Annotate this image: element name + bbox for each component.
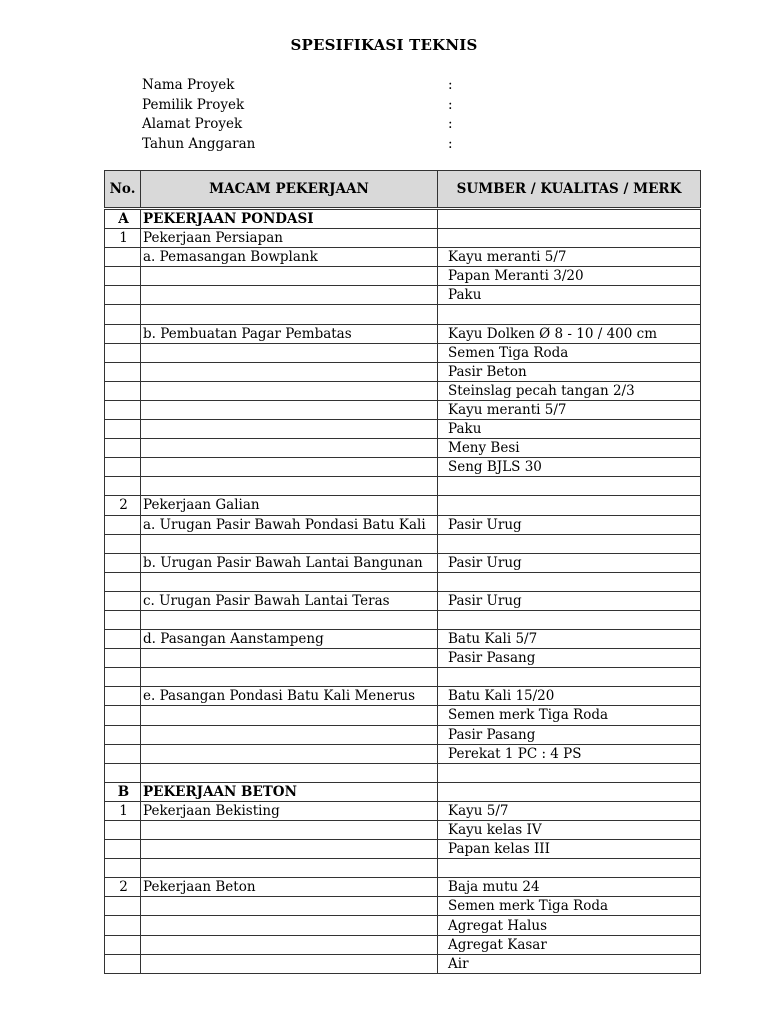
- cell-source: Kayu kelas IV: [438, 821, 701, 840]
- cell-no: [105, 954, 141, 973]
- cell-source: Pasir Urug: [438, 515, 701, 534]
- info-colon: :: [448, 116, 453, 132]
- cell-source: [438, 534, 701, 553]
- cell-work-type: a. Pemasangan Bowplank: [141, 248, 438, 267]
- table-row: [105, 878, 701, 897]
- cell-source: [438, 610, 701, 629]
- cell-source: Kayu 5/7: [438, 801, 701, 820]
- cell-work-type: [141, 840, 438, 859]
- table-row: [105, 591, 701, 610]
- table-row: [105, 630, 701, 649]
- info-row-project-owner: [142, 96, 482, 116]
- cell-work-type: [141, 400, 438, 419]
- table-row: [105, 859, 701, 878]
- table-row: [105, 649, 701, 668]
- cell-no: [105, 668, 141, 687]
- info-colon: :: [448, 77, 453, 93]
- cell-source: Semen merk Tiga Roda: [438, 706, 701, 725]
- cell-work-type: [141, 935, 438, 954]
- table-row: [105, 897, 701, 916]
- cell-source: Semen Tiga Roda: [438, 343, 701, 362]
- cell-no: [105, 458, 141, 477]
- cell-work-type: [141, 267, 438, 286]
- cell-no: [105, 362, 141, 381]
- info-colon: :: [448, 96, 453, 113]
- table-row: [105, 209, 701, 229]
- cell-no: [105, 610, 141, 629]
- cell-work-type: a. Urugan Pasir Bawah Pondasi Batu Kali: [141, 515, 438, 534]
- cell-source: [438, 763, 701, 782]
- table-row: [105, 935, 701, 954]
- cell-source: Pasir Pasang: [438, 649, 701, 668]
- cell-work-type: Pekerjaan Beton: [141, 878, 438, 897]
- cell-work-type: d. Pasangan Aanstampeng: [141, 630, 438, 649]
- table-row: [105, 610, 701, 629]
- cell-work-type: [141, 897, 438, 916]
- cell-source: Papan Meranti 3/20: [438, 267, 701, 286]
- cell-source: [438, 859, 701, 878]
- table-row: [105, 343, 701, 362]
- header-source-quality-brand: SUMBER / KUALITAS / MERK: [438, 171, 701, 209]
- cell-no: [105, 916, 141, 935]
- cell-source: Agregat Halus: [438, 916, 701, 935]
- cell-no: [105, 477, 141, 496]
- cell-no: [105, 400, 141, 419]
- cell-work-type: [141, 916, 438, 935]
- cell-no: [105, 553, 141, 572]
- info-label: Tahun Anggaran: [142, 135, 256, 152]
- table-row: [105, 706, 701, 725]
- cell-source: [438, 229, 701, 248]
- table-row: [105, 668, 701, 687]
- cell-source: Semen merk Tiga Roda: [438, 897, 701, 916]
- table-row: [105, 324, 701, 343]
- cell-source: Seng BJLS 30: [438, 458, 701, 477]
- cell-work-type: [141, 286, 438, 305]
- cell-no: [105, 687, 141, 706]
- cell-no: [105, 630, 141, 649]
- table-row: [105, 840, 701, 859]
- cell-no: [105, 248, 141, 267]
- header-no: No.: [105, 171, 141, 209]
- cell-no: [105, 305, 141, 324]
- cell-work-type: [141, 668, 438, 687]
- cell-no: [105, 420, 141, 439]
- cell-no: [105, 744, 141, 763]
- table-row: [105, 744, 701, 763]
- table-row: [105, 229, 701, 248]
- cell-no: [105, 706, 141, 725]
- cell-work-type: PEKERJAAN PONDASI: [141, 209, 438, 229]
- table-row: [105, 954, 701, 973]
- table-row: [105, 362, 701, 381]
- table-row: [105, 763, 701, 782]
- cell-work-type: Pekerjaan Bekisting: [141, 801, 438, 820]
- cell-no: [105, 840, 141, 859]
- cell-no: [105, 343, 141, 362]
- cell-no: [105, 324, 141, 343]
- spec-table: [104, 170, 701, 974]
- cell-work-type: b. Pembuatan Pagar Pembatas: [141, 324, 438, 343]
- cell-no: [105, 935, 141, 954]
- cell-source: [438, 305, 701, 324]
- table-row: [105, 821, 701, 840]
- cell-source: Pasir Beton: [438, 362, 701, 381]
- table-row: [105, 439, 701, 458]
- cell-no: [105, 859, 141, 878]
- cell-source: Pasir Urug: [438, 591, 701, 610]
- cell-no: A: [105, 209, 141, 229]
- table-row: [105, 400, 701, 419]
- cell-work-type: [141, 420, 438, 439]
- cell-work-type: [141, 343, 438, 362]
- cell-source: Kayu meranti 5/7: [438, 400, 701, 419]
- cell-source: Meny Besi: [438, 439, 701, 458]
- cell-no: [105, 439, 141, 458]
- cell-source: Paku: [438, 420, 701, 439]
- table-row: [105, 553, 701, 572]
- cell-no: 1: [105, 801, 141, 820]
- cell-work-type: [141, 458, 438, 477]
- table-row: [105, 687, 701, 706]
- cell-source: [438, 209, 701, 229]
- cell-source: Perekat 1 PC : 4 PS: [438, 744, 701, 763]
- table-row: [105, 477, 701, 496]
- cell-no: 1: [105, 229, 141, 248]
- table-row: [105, 420, 701, 439]
- cell-work-type: [141, 763, 438, 782]
- cell-no: [105, 763, 141, 782]
- table-row: [105, 572, 701, 591]
- cell-source: [438, 782, 701, 801]
- table-body: [105, 209, 701, 974]
- cell-source: Air: [438, 954, 701, 973]
- table-row: [105, 725, 701, 744]
- cell-source: Steinslag pecah tangan 2/3: [438, 381, 701, 400]
- table-row: [105, 286, 701, 305]
- cell-work-type: [141, 305, 438, 324]
- cell-source: Pasir Pasang: [438, 725, 701, 744]
- cell-source: [438, 668, 701, 687]
- cell-source: Kayu meranti 5/7: [438, 248, 701, 267]
- cell-work-type: [141, 381, 438, 400]
- cell-source: Papan kelas III: [438, 840, 701, 859]
- table-row: [105, 381, 701, 400]
- table-row: [105, 305, 701, 324]
- cell-work-type: b. Urugan Pasir Bawah Lantai Bangunan: [141, 553, 438, 572]
- cell-no: [105, 572, 141, 591]
- table-row: [105, 458, 701, 477]
- cell-source: [438, 496, 701, 515]
- cell-no: [105, 381, 141, 400]
- cell-no: 2: [105, 496, 141, 515]
- info-colon: :: [448, 135, 453, 152]
- table-row: [105, 534, 701, 553]
- cell-source: Batu Kali 5/7: [438, 630, 701, 649]
- cell-source: Paku: [438, 286, 701, 305]
- cell-work-type: [141, 362, 438, 381]
- cell-no: [105, 534, 141, 553]
- cell-work-type: [141, 534, 438, 553]
- info-label: Nama Proyek: [142, 77, 235, 93]
- cell-no: [105, 591, 141, 610]
- info-label: Alamat Proyek: [142, 116, 243, 132]
- cell-work-type: Pekerjaan Persiapan: [141, 229, 438, 248]
- project-info: [142, 76, 482, 154]
- cell-work-type: [141, 725, 438, 744]
- cell-work-type: PEKERJAAN BETON: [141, 782, 438, 801]
- cell-source: [438, 572, 701, 591]
- table-header-row: [105, 171, 701, 209]
- cell-no: [105, 649, 141, 668]
- cell-source: [438, 477, 701, 496]
- info-row-budget-year: [142, 135, 482, 155]
- table-row: [105, 916, 701, 935]
- table-row: [105, 782, 701, 801]
- table-row: [105, 267, 701, 286]
- info-row-project-name: [142, 76, 482, 96]
- header-work-type: MACAM PEKERJAAN: [141, 171, 438, 209]
- cell-work-type: e. Pasangan Pondasi Batu Kali Menerus: [141, 687, 438, 706]
- cell-work-type: [141, 649, 438, 668]
- cell-work-type: [141, 610, 438, 629]
- info-row-project-address: [142, 115, 482, 135]
- cell-no: [105, 515, 141, 534]
- cell-work-type: [141, 706, 438, 725]
- cell-source: Batu Kali 15/20: [438, 687, 701, 706]
- cell-work-type: [141, 954, 438, 973]
- cell-source: Agregat Kasar: [438, 935, 701, 954]
- cell-no: [105, 897, 141, 916]
- cell-work-type: c. Urugan Pasir Bawah Lantai Teras: [141, 591, 438, 610]
- cell-work-type: [141, 477, 438, 496]
- document-title: SPESIFIKASI TEKNIS: [290, 36, 478, 54]
- cell-work-type: [141, 859, 438, 878]
- cell-work-type: Pekerjaan Galian: [141, 496, 438, 515]
- table-row: [105, 801, 701, 820]
- cell-work-type: [141, 821, 438, 840]
- cell-source: Baja mutu 24: [438, 878, 701, 897]
- table-row: [105, 248, 701, 267]
- cell-work-type: [141, 439, 438, 458]
- cell-no: [105, 821, 141, 840]
- cell-no: [105, 725, 141, 744]
- table-row: [105, 515, 701, 534]
- cell-no: B: [105, 782, 141, 801]
- cell-no: [105, 267, 141, 286]
- cell-work-type: [141, 572, 438, 591]
- table-row: [105, 496, 701, 515]
- cell-no: 2: [105, 878, 141, 897]
- cell-source: Kayu Dolken Ø 8 - 10 / 400 cm: [438, 324, 701, 343]
- cell-no: [105, 286, 141, 305]
- cell-source: Pasir Urug: [438, 553, 701, 572]
- cell-work-type: [141, 744, 438, 763]
- info-label: Pemilik Proyek: [142, 96, 245, 113]
